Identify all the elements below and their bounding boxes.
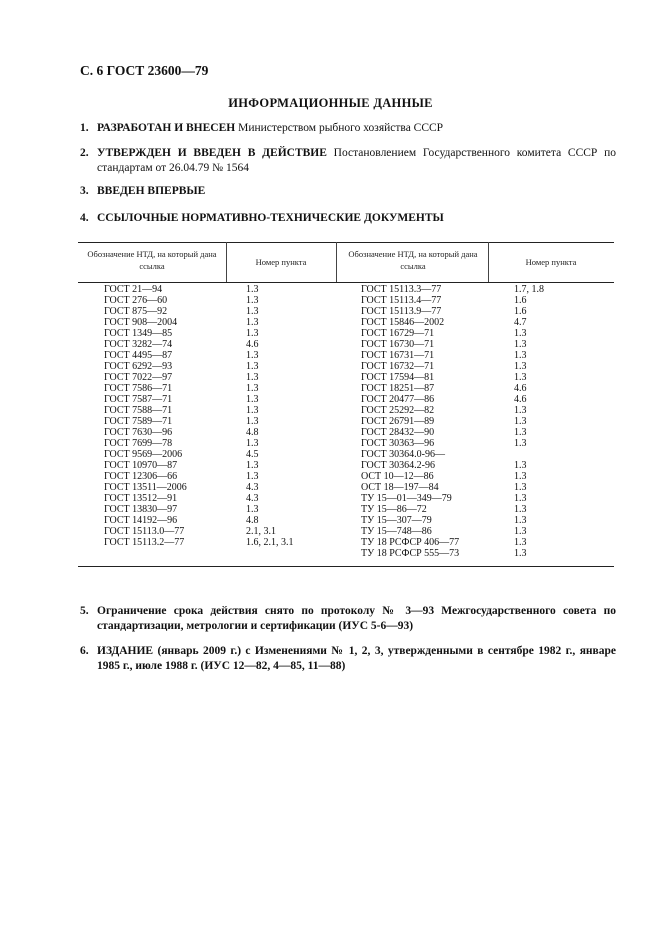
table-cell-doc: ГОСТ 7589—71 — [104, 416, 173, 427]
table-cell-doc: ГОСТ 21—94 — [104, 284, 163, 295]
table-cell-doc: ТУ 15—01—349—79 — [361, 493, 452, 504]
table-cell-doc: ГОСТ 7587—71 — [104, 394, 173, 405]
table-cell-doc: ГОСТ 15113.4—77 — [361, 295, 442, 306]
table-cell-point: 1.3 — [246, 383, 259, 394]
info-item-2 — [80, 146, 616, 176]
table-cell-doc: ГОСТ 13512—91 — [104, 493, 178, 504]
table-cell-doc: ГОСТ 18251—87 — [361, 383, 435, 394]
table-cell-point: 1.3 — [246, 394, 259, 405]
table-cell-point: 4.8 — [246, 427, 259, 438]
table-cell-doc: ГОСТ 276—60 — [104, 295, 168, 306]
table-cell-doc: ТУ 18 РСФСР 406—77 — [361, 537, 460, 548]
table-cell-point: 4.6 — [246, 339, 259, 350]
table-cell-doc: ГОСТ 16732—71 — [361, 361, 435, 372]
table-cell-point: 4.7 — [514, 317, 527, 328]
table-cell-doc: ГОСТ 25292—82 — [361, 405, 435, 416]
table-cell-point: 1.3 — [514, 548, 527, 559]
table-cell-point: 1.3 — [514, 460, 527, 471]
table-cell-point: 1.6 — [514, 295, 527, 306]
table-cell-point: 4.5 — [246, 449, 259, 460]
table-cell-doc: ГОСТ 7022—97 — [104, 372, 173, 383]
table-cell-doc: ГОСТ 7588—71 — [104, 405, 173, 416]
table-cell-point: 1.3 — [514, 416, 527, 427]
table-cell-doc: ГОСТ 26791—89 — [361, 416, 435, 427]
table-top-rule — [78, 242, 614, 243]
table-cell-point — [514, 449, 544, 460]
table-cell-point: 1.3 — [514, 515, 527, 526]
table-cell-point: 1.6, 2.1, 3.1 — [246, 537, 294, 548]
col-header-point-right: Номер пункта — [525, 257, 577, 267]
table-cell-point: 1.3 — [514, 526, 527, 537]
table-cell-point: 1.3 — [246, 361, 259, 372]
table-cell-doc: ТУ 15—307—79 — [361, 515, 432, 526]
table-cell-doc: ГОСТ 15113.9—77 — [361, 306, 442, 317]
table-cell-point: 1.3 — [514, 504, 527, 515]
table-cell-doc: ГОСТ 30364.2-96 — [361, 460, 435, 471]
table-cell-doc: ГОСТ 4495—87 — [104, 350, 173, 361]
col-divider — [488, 242, 489, 282]
item-lead: УТВЕРЖДЕН И ВВЕДЕН В ДЕЙСТВИЕ — [97, 147, 327, 159]
table-cell-doc: ГОСТ 28432—90 — [361, 427, 435, 438]
table-cell-doc: ГОСТ 15113.0—77 — [104, 526, 185, 537]
item-text: (январь 2009 г.) с Изменениями № 1, 2, 3, утвержденными в сентябре 1982 г., январе 1985 г., июле 1988 г. (ИУС 12—82, 4—85, 11—88) — [97, 645, 616, 672]
section-title: ИНФОРМАЦИОННЫЕ ДАННЫЕ — [228, 96, 433, 110]
table-cell-point: 1.3 — [246, 438, 259, 449]
table-cell-point: 1.3 — [246, 372, 259, 383]
table-cell-point: 1.3 — [246, 328, 259, 339]
item-text: Постановлением Государственного комитета СССР по стандартам от 26.04.79 № 1564 — [97, 147, 616, 174]
table-cell-doc: ГОСТ 13830—97 — [104, 504, 178, 515]
item-number: 6. — [80, 645, 89, 657]
table-cell-point: 4.8 — [246, 515, 259, 526]
table-cell-doc: ТУ 18 РСФСР 555—73 — [361, 548, 460, 559]
col-header-point-left: Номер пункта — [255, 257, 307, 267]
table-cell-doc: ГОСТ 875—92 — [104, 306, 168, 317]
table-cell-point: 1.3 — [514, 350, 527, 361]
table-cell-doc: ГОСТ 15113.2—77 — [104, 537, 185, 548]
col-divider — [336, 242, 337, 282]
item-number: 3. — [80, 185, 89, 197]
table-cell-doc: ГОСТ 7630—96 — [104, 427, 173, 438]
col-divider — [226, 242, 227, 282]
item-lead: РАЗРАБОТАН И ВНЕСЕН — [97, 122, 236, 134]
item-lead: ВВЕДЕН ВПЕРВЫЕ — [97, 185, 206, 197]
col-header-doc-right: Обозначение НТД, на который дана ссылка — [348, 249, 478, 271]
table-cell-point: 1.3 — [514, 328, 527, 339]
page-header: С. 6 ГОСТ 23600—79 — [80, 63, 209, 78]
info-item-6 — [80, 644, 616, 674]
reference-table — [78, 242, 614, 567]
table-cell-point: 1.3 — [514, 405, 527, 416]
table-cell-point: 1.3 — [514, 537, 527, 548]
table-cell-point: 1.3 — [246, 471, 259, 482]
table-cell-doc: ГОСТ 9569—2006 — [104, 449, 183, 460]
table-cell-doc: ГОСТ 16730—71 — [361, 339, 435, 350]
table-cell-point: 2.1, 3.1 — [246, 526, 276, 537]
table-cell-point: 1.6 — [514, 306, 527, 317]
table-cell-doc: ОСТ 10—12—86 — [361, 471, 434, 482]
info-item-3 — [80, 184, 616, 199]
table-cell-point: 1.3 — [514, 493, 527, 504]
right-doc-column — [361, 284, 459, 559]
table-cell-point: 4.3 — [246, 493, 259, 504]
table-cell-doc: ГОСТ 14192—96 — [104, 515, 178, 526]
item-number: 4. — [80, 212, 89, 224]
left-point-column — [246, 284, 294, 548]
table-cell-doc: ГОСТ 16729—71 — [361, 328, 435, 339]
table-cell-doc: ГОСТ 20477—86 — [361, 394, 435, 405]
table-cell-doc: ГОСТ 30363—96 — [361, 438, 435, 449]
item-number: 2. — [80, 147, 89, 159]
table-cell-point: 4.3 — [246, 482, 259, 493]
table-cell-point: 1.3 — [246, 405, 259, 416]
table-cell-doc: ГОСТ 7699—78 — [104, 438, 173, 449]
table-cell-doc: ГОСТ 30364.0-96— — [361, 449, 445, 460]
item-lead: ИЗДАНИЕ — [97, 645, 154, 657]
table-cell-doc: ГОСТ 6292—93 — [104, 361, 173, 372]
table-cell-doc: ГОСТ 10970—87 — [104, 460, 178, 471]
table-cell-point: 1.3 — [514, 339, 527, 350]
table-cell-doc: ТУ 15—748—86 — [361, 526, 432, 537]
table-cell-doc: ГОСТ 16731—71 — [361, 350, 435, 361]
table-cell-doc: ОСТ 18—197—84 — [361, 482, 439, 493]
table-bottom-rule — [78, 566, 614, 567]
table-cell-point: 4.6 — [514, 394, 527, 405]
table-cell-point: 1.3 — [514, 372, 527, 383]
info-item-5 — [80, 604, 616, 634]
item-number: 5. — [80, 605, 89, 617]
table-cell-doc: ГОСТ 7586—71 — [104, 383, 173, 394]
table-cell-point: 1.3 — [246, 460, 259, 471]
table-cell-point: 1.3 — [246, 504, 259, 515]
table-cell-doc: ГОСТ 3282—74 — [104, 339, 173, 350]
table-cell-point: 1.3 — [246, 295, 259, 306]
item-number: 1. — [80, 122, 89, 134]
left-doc-column — [104, 284, 187, 548]
table-cell-doc: ГОСТ 12306—66 — [104, 471, 178, 482]
item-text: Министерством рыбного хозяйства СССР — [235, 122, 444, 134]
table-cell-doc: ГОСТ 15113.3—77 — [361, 284, 442, 295]
table-cell-point: 1.3 — [246, 284, 259, 295]
table-cell-point: 1.3 — [514, 361, 527, 372]
table-cell-point: 1.3 — [514, 427, 527, 438]
table-cell-point: 1.3 — [246, 350, 259, 361]
item-text: Ограничение срока действия снято по протоколу № 3—93 Межгосударственного совета по стандартизации, метрологии и сертификации (ИУС 5-6—93) — [97, 605, 616, 632]
table-cell-doc: ГОСТ 13511—2006 — [104, 482, 187, 493]
right-point-column — [514, 284, 544, 559]
table-cell-doc: ГОСТ 15846—2002 — [361, 317, 445, 328]
table-cell-doc: ГОСТ 908—2004 — [104, 317, 178, 328]
table-cell-point: 1.3 — [514, 482, 527, 493]
table-cell-point: 1.3 — [514, 471, 527, 482]
table-cell-point: 1.3 — [246, 416, 259, 427]
table-cell-doc: ГОСТ 17594—81 — [361, 372, 435, 383]
table-cell-point: 1.3 — [246, 306, 259, 317]
table-cell-point: 1.3 — [246, 317, 259, 328]
table-cell-doc: ГОСТ 1349—85 — [104, 328, 173, 339]
info-item-1 — [80, 121, 616, 136]
table-cell-point: 1.3 — [514, 438, 527, 449]
info-item-4 — [80, 211, 616, 226]
item-lead: ССЫЛОЧНЫЕ НОРМАТИВНО-ТЕХНИЧЕСКИЕ ДОКУМЕНТЫ — [97, 212, 444, 224]
table-cell-point: 4.6 — [514, 383, 527, 394]
table-cell-doc: ТУ 15—86—72 — [361, 504, 427, 515]
table-header-rule — [78, 282, 614, 283]
table-cell-point: 1.7, 1.8 — [514, 284, 544, 295]
col-header-doc-left: Обозначение НТД, на который дана ссылка — [87, 249, 217, 271]
